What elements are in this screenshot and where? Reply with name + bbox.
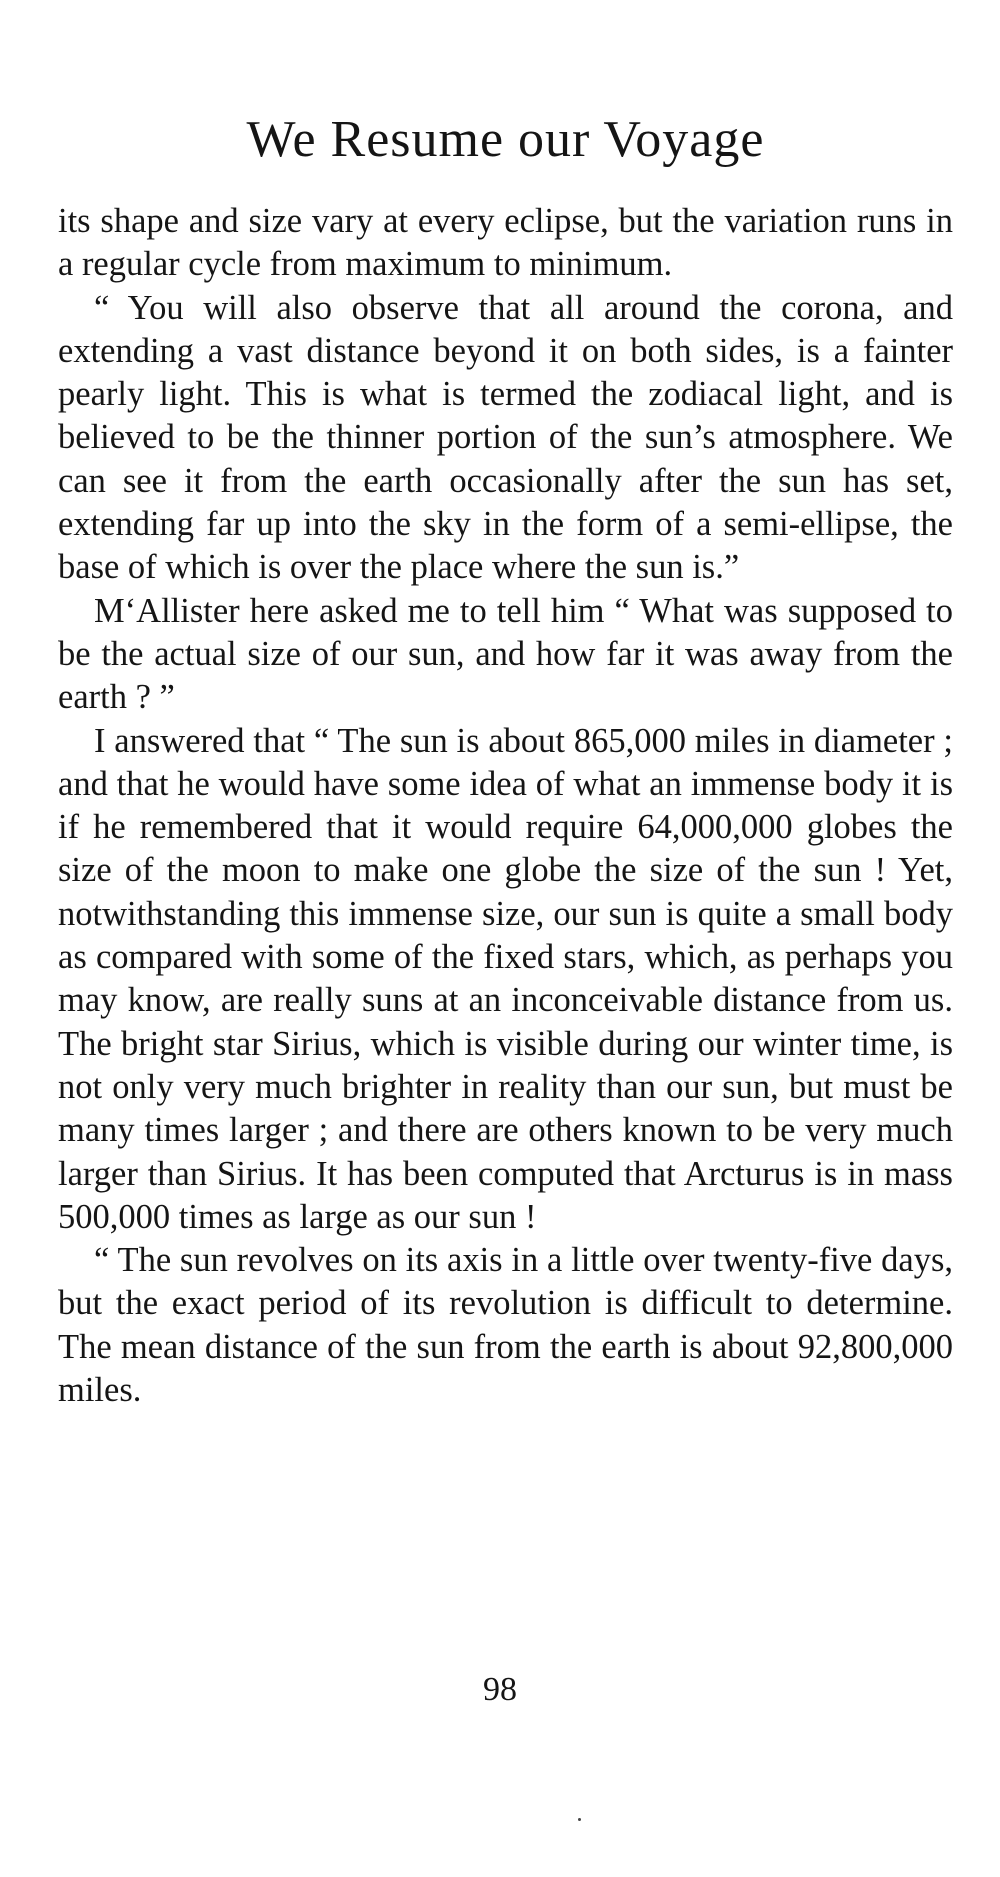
paragraph-3: M‘Allister here asked me to tell him “ What was supposed to be the actual size of our sun, and how far it was away from the earth ? ” — [58, 591, 953, 717]
running-title: We Resume our Voyage — [246, 111, 765, 168]
book-page — [58, 108, 953, 1412]
paragraph-1: its shape and size vary at every eclipse, but the variation runs in a regular cycle from maximum to minimum. — [58, 202, 953, 284]
paragraph-4: I answered that “ The sun is about 865,000 miles in diameter ; and that he would have some idea of what an immense body it is if he remembered that it would require 64,000,000 globes the size of the moon to make one globe the size of the sun ! Yet, notwithstanding this immense size, our sun is quite a small body as compared with some of the fixed stars, which, as perhaps you may know, are really suns at an inconceivable distance from us. The bright star Sirius, which is visible during our winter time, is not only very much brighter in reality than our sun, but must be many times larger ; and there are others known to be very much larger than Sirius. It has been computed that Arcturus is in mass 500,000 times as large as our sun ! — [58, 721, 953, 1236]
paragraph-5: “ The sun revolves on its axis in a little over twenty-five days, but the exact period of its revolution is difficult to determine. The mean distance of the sun from the earth is about 92,800,000 miles. — [58, 1241, 953, 1410]
paper-speck — [578, 1818, 581, 1821]
page-number: 98 — [483, 1671, 517, 1708]
paragraph-2: “ You will also observe that all around the corona, and extending a vast distance beyond it on both sides, is a fainter pearly light. This is what is termed the zodiacal light, and is believed to be the thinner portion of the sun’s atmosphere. We can see it from the earth occasionally after the sun has set, extending far up into the sky in the form of a semi-ellipse, the base of which is over the place where the sun is.” — [58, 288, 953, 587]
